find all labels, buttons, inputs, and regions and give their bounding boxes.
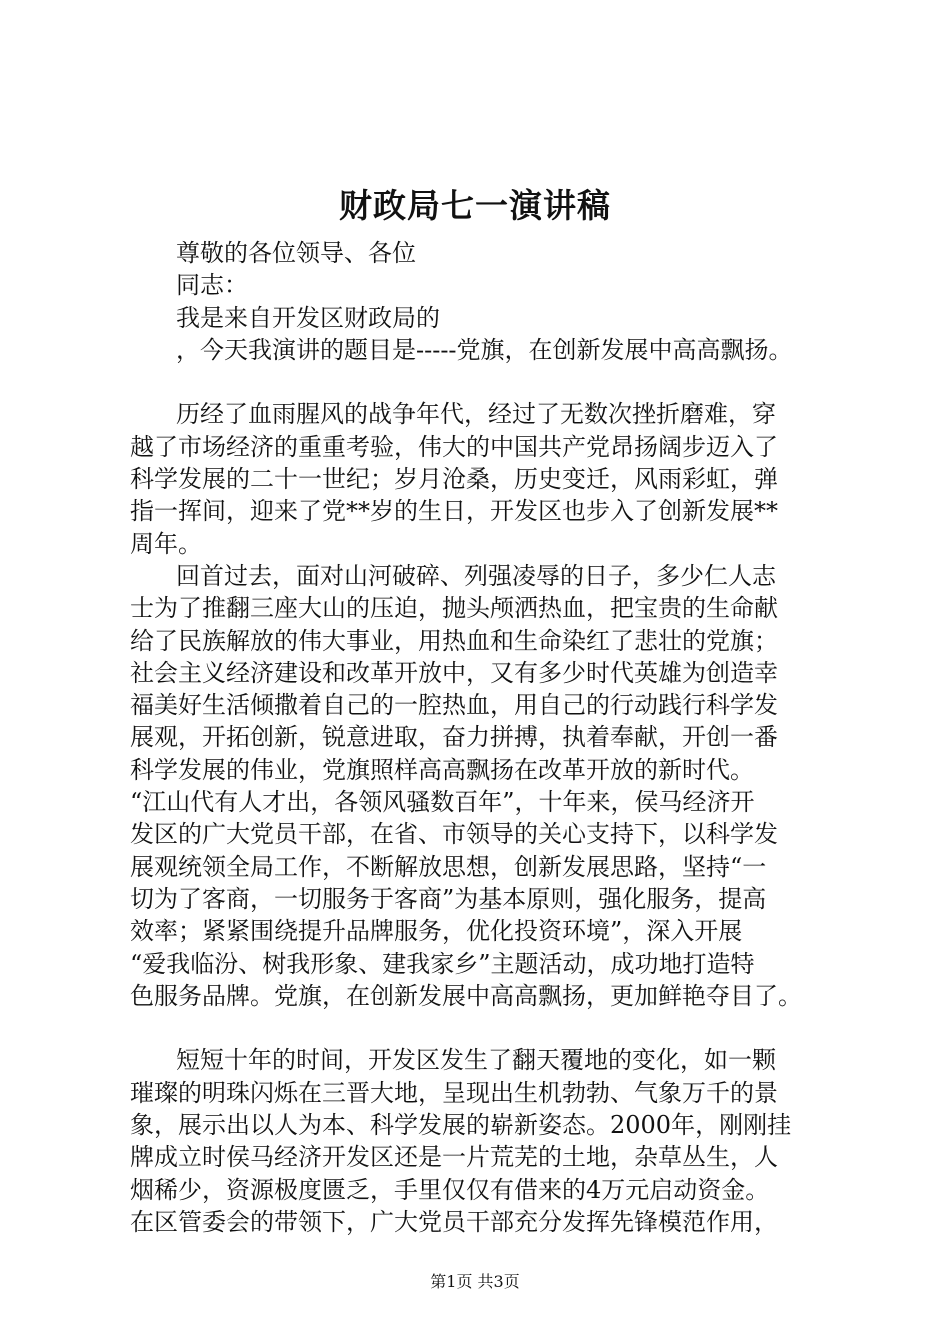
text-line: 周年。	[130, 529, 202, 558]
text-line: 科学发展的二十一世纪；岁月沧桑，历史变迁，风雨彩虹，弹	[130, 465, 778, 494]
text-line: 象，展示出以人为本、科学发展的崭新姿态。2000年，刚刚挂	[130, 1111, 792, 1140]
text-line: 历经了血雨腥风的战争年代，经过了无数次挫折磨难，穿	[176, 400, 776, 429]
text-line: 社会主义经济建设和改革开放中，又有多少时代英雄为创造幸	[130, 658, 778, 687]
text-line: 展观，开拓创新，锐意进取，奋力拼搏，执着奉献，开创一番	[130, 723, 778, 752]
paragraph-1	[130, 398, 850, 559]
greeting-line: ，今天我演讲的题目是-----党旗，在创新发展中高高飘扬。	[176, 335, 793, 364]
text-line: 牌成立时侯马经济开发区还是一片荒芜的土地，杂草丛生，人	[130, 1143, 778, 1172]
text-line: 福美好生活倾撒着自己的一腔热血，用自己的行动践行科学发	[130, 691, 778, 720]
paragraph-3	[130, 1044, 850, 1238]
page-number-footer: 第1页 共3页	[430, 1272, 520, 1291]
text-line: 在区管委会的带领下，广大党员干部充分发挥先锋模范作用，	[130, 1207, 778, 1236]
text-line: 璀璨的明珠闪烁在三晋大地，呈现出生机勃勃、气象万千的景	[130, 1078, 778, 1107]
text-line: 科学发展的伟业，党旗照样高高飘扬在改革开放的新时代。	[130, 755, 754, 784]
text-line: “爱我临汾、树我形象、建我家乡”主题活动，成功地打造特	[130, 949, 755, 978]
paragraph-spacer	[130, 1012, 850, 1044]
text-line: 切为了客商，一切服务于客商”为基本原则，强化服务，提高	[130, 884, 767, 913]
document-title: 财政局七一演讲稿	[339, 186, 611, 225]
paragraph-spacer	[130, 366, 850, 398]
text-line: 给了民族解放的伟大事业，用热血和生命染红了悲壮的党旗；	[130, 626, 778, 655]
text-line: 烟稀少，资源极度匮乏，手里仅仅有借来的4万元启动资金。	[130, 1175, 770, 1204]
text-line: 回首过去，面对山河破碎、列强凌辱的日子，多少仁人志	[176, 561, 776, 590]
text-line: 短短十年的时间，开发区发生了翻天覆地的变化，如一颗	[176, 1046, 776, 1075]
greeting-line: 我是来自开发区财政局的	[176, 303, 440, 332]
text-line: 效率；紧紧围绕提升品牌服务，优化投资环境”，深入开展	[130, 917, 743, 946]
text-line: 士为了推翻三座大山的压迫，抛头颅洒热血，把宝贵的生命献	[130, 594, 778, 623]
text-line: 发区的广大党员干部，在省、市领导的关心支持下，以科学发	[130, 820, 778, 849]
greeting-line: 同志：	[176, 271, 248, 300]
text-line: 指一挥间，迎来了党**岁的生日，开发区也步入了创新发展**	[130, 497, 778, 526]
text-line: 色服务品牌。党旗，在创新发展中高高飘扬，更加鲜艳夺目了。	[130, 981, 802, 1010]
document-body	[130, 237, 850, 1238]
paragraph-2	[130, 560, 850, 1012]
text-line: 越了市场经济的重重考验，伟大的中国共产党昂扬阔步迈入了	[130, 432, 778, 461]
text-line: “江山代有人才出，各领风骚数百年”，十年来，侯马经济开	[130, 788, 755, 817]
greeting-line: 尊敬的各位领导、各位	[176, 239, 416, 267]
text-line: 展观统领全局工作，不断解放思想，创新发展思路，坚持“一	[130, 852, 767, 881]
